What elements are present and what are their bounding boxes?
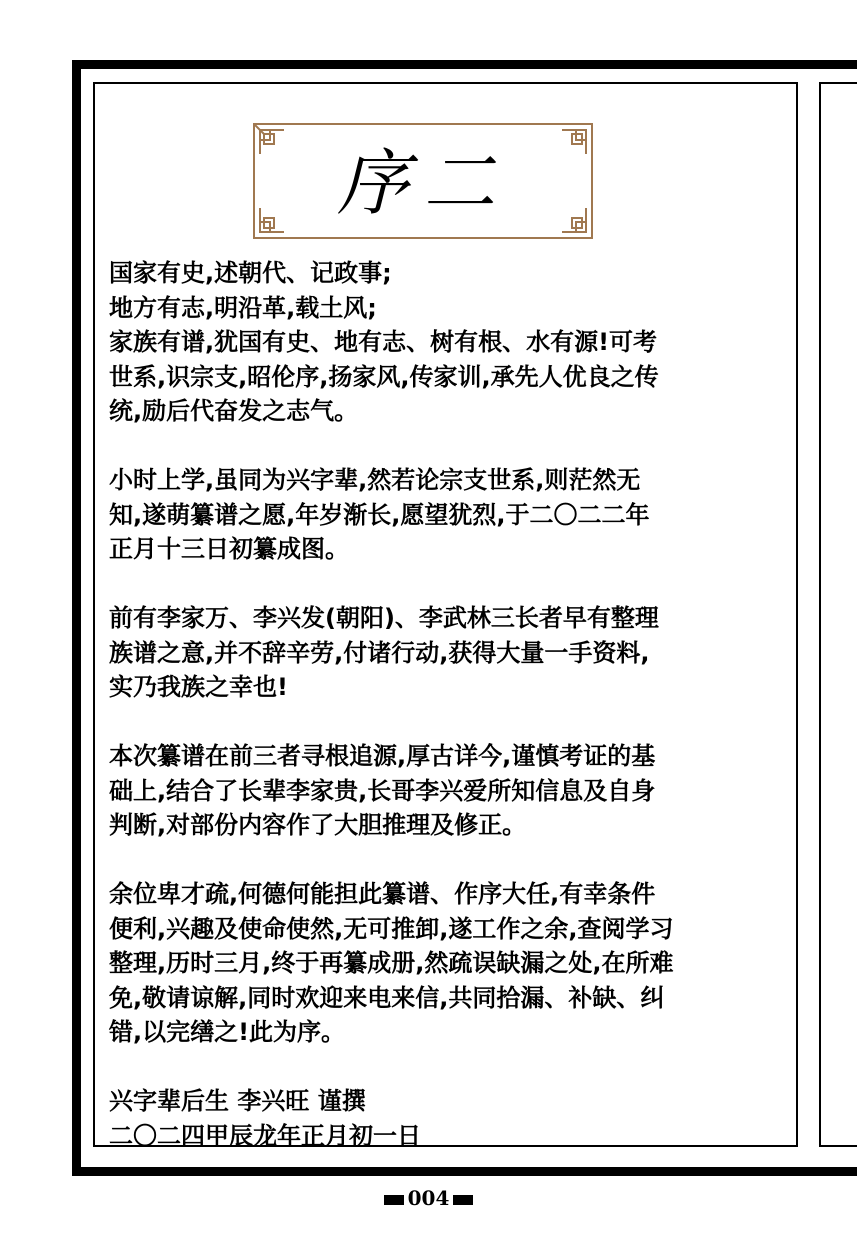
text-line: 国家有史,述朝代、记政事; [109, 259, 392, 287]
paragraph [109, 463, 789, 567]
paragraph [109, 256, 789, 429]
text-line: 实乃我族之幸也! [109, 673, 288, 701]
text-line: 础上,结合了长辈李家贵,长哥李兴爱所知信息及自身 [109, 776, 656, 805]
paragraph [109, 739, 789, 843]
text-line: 地方有志,明沿革,载土风; [109, 293, 377, 322]
square-ornament-icon [384, 1195, 404, 1205]
text-line: 余位卑才疏,何德何能担此纂谱、作序大任,有幸条件 [109, 880, 656, 908]
signature-date: 二〇二四甲辰龙年正月初一日 [109, 1121, 421, 1150]
text-line: 本次纂谱在前三者寻根追源,厚古详今,谨慎考证的基 [109, 742, 656, 770]
text-line: 小时上学,虽同为兴字辈,然若论宗支世系,则茫然无 [109, 466, 641, 494]
page-title: 序二 [336, 141, 509, 225]
text-line: 世系,识宗支,昭伦序,扬家风,传家训,承先人优良之传 [109, 362, 659, 391]
signature-block [109, 1084, 789, 1153]
square-ornament-icon [453, 1195, 473, 1205]
text-line: 免,敬请谅解,同时欢迎来电来信,共同拾漏、补缺、纠 [109, 983, 665, 1012]
page-number: 004 [407, 1186, 450, 1210]
page-footer [0, 1186, 857, 1210]
adjacent-page-panel [819, 82, 857, 1147]
text-line: 知,遂萌纂谱之愿,年岁渐长,愿望犹烈,于二〇二二年 [109, 500, 650, 529]
text-line: 便利,兴趣及使命使然,无可推卸,遂工作之余,查阅学习 [109, 914, 674, 943]
title-cartouche [250, 120, 596, 242]
text-line: 前有李家万、李兴发(朝阳)、李武林三长者早有整理 [109, 604, 659, 632]
preface-body [109, 256, 789, 1188]
text-line: 整理,历时三月,终于再纂成册,然疏误缺漏之处,在所难 [109, 949, 674, 977]
text-line: 判断,对部份内容作了大胆推理及修正。 [109, 811, 527, 839]
text-line: 家族有谱,犹国有史、地有志、树有根、水有源!可考 [109, 328, 658, 356]
paragraph [109, 601, 789, 705]
text-line: 错,以完缮之!此为序。 [109, 1018, 346, 1046]
text-line: 族谱之意,并不辞辛劳,付诸行动,获得大量一手资料, [109, 638, 650, 667]
text-line: 统,励后代奋发之志气。 [109, 397, 359, 425]
paragraph [109, 877, 789, 1050]
text-line: 正月十三日初纂成图。 [109, 535, 349, 563]
signature-author: 兴字辈后生 李兴旺 谨撰 [109, 1087, 366, 1115]
